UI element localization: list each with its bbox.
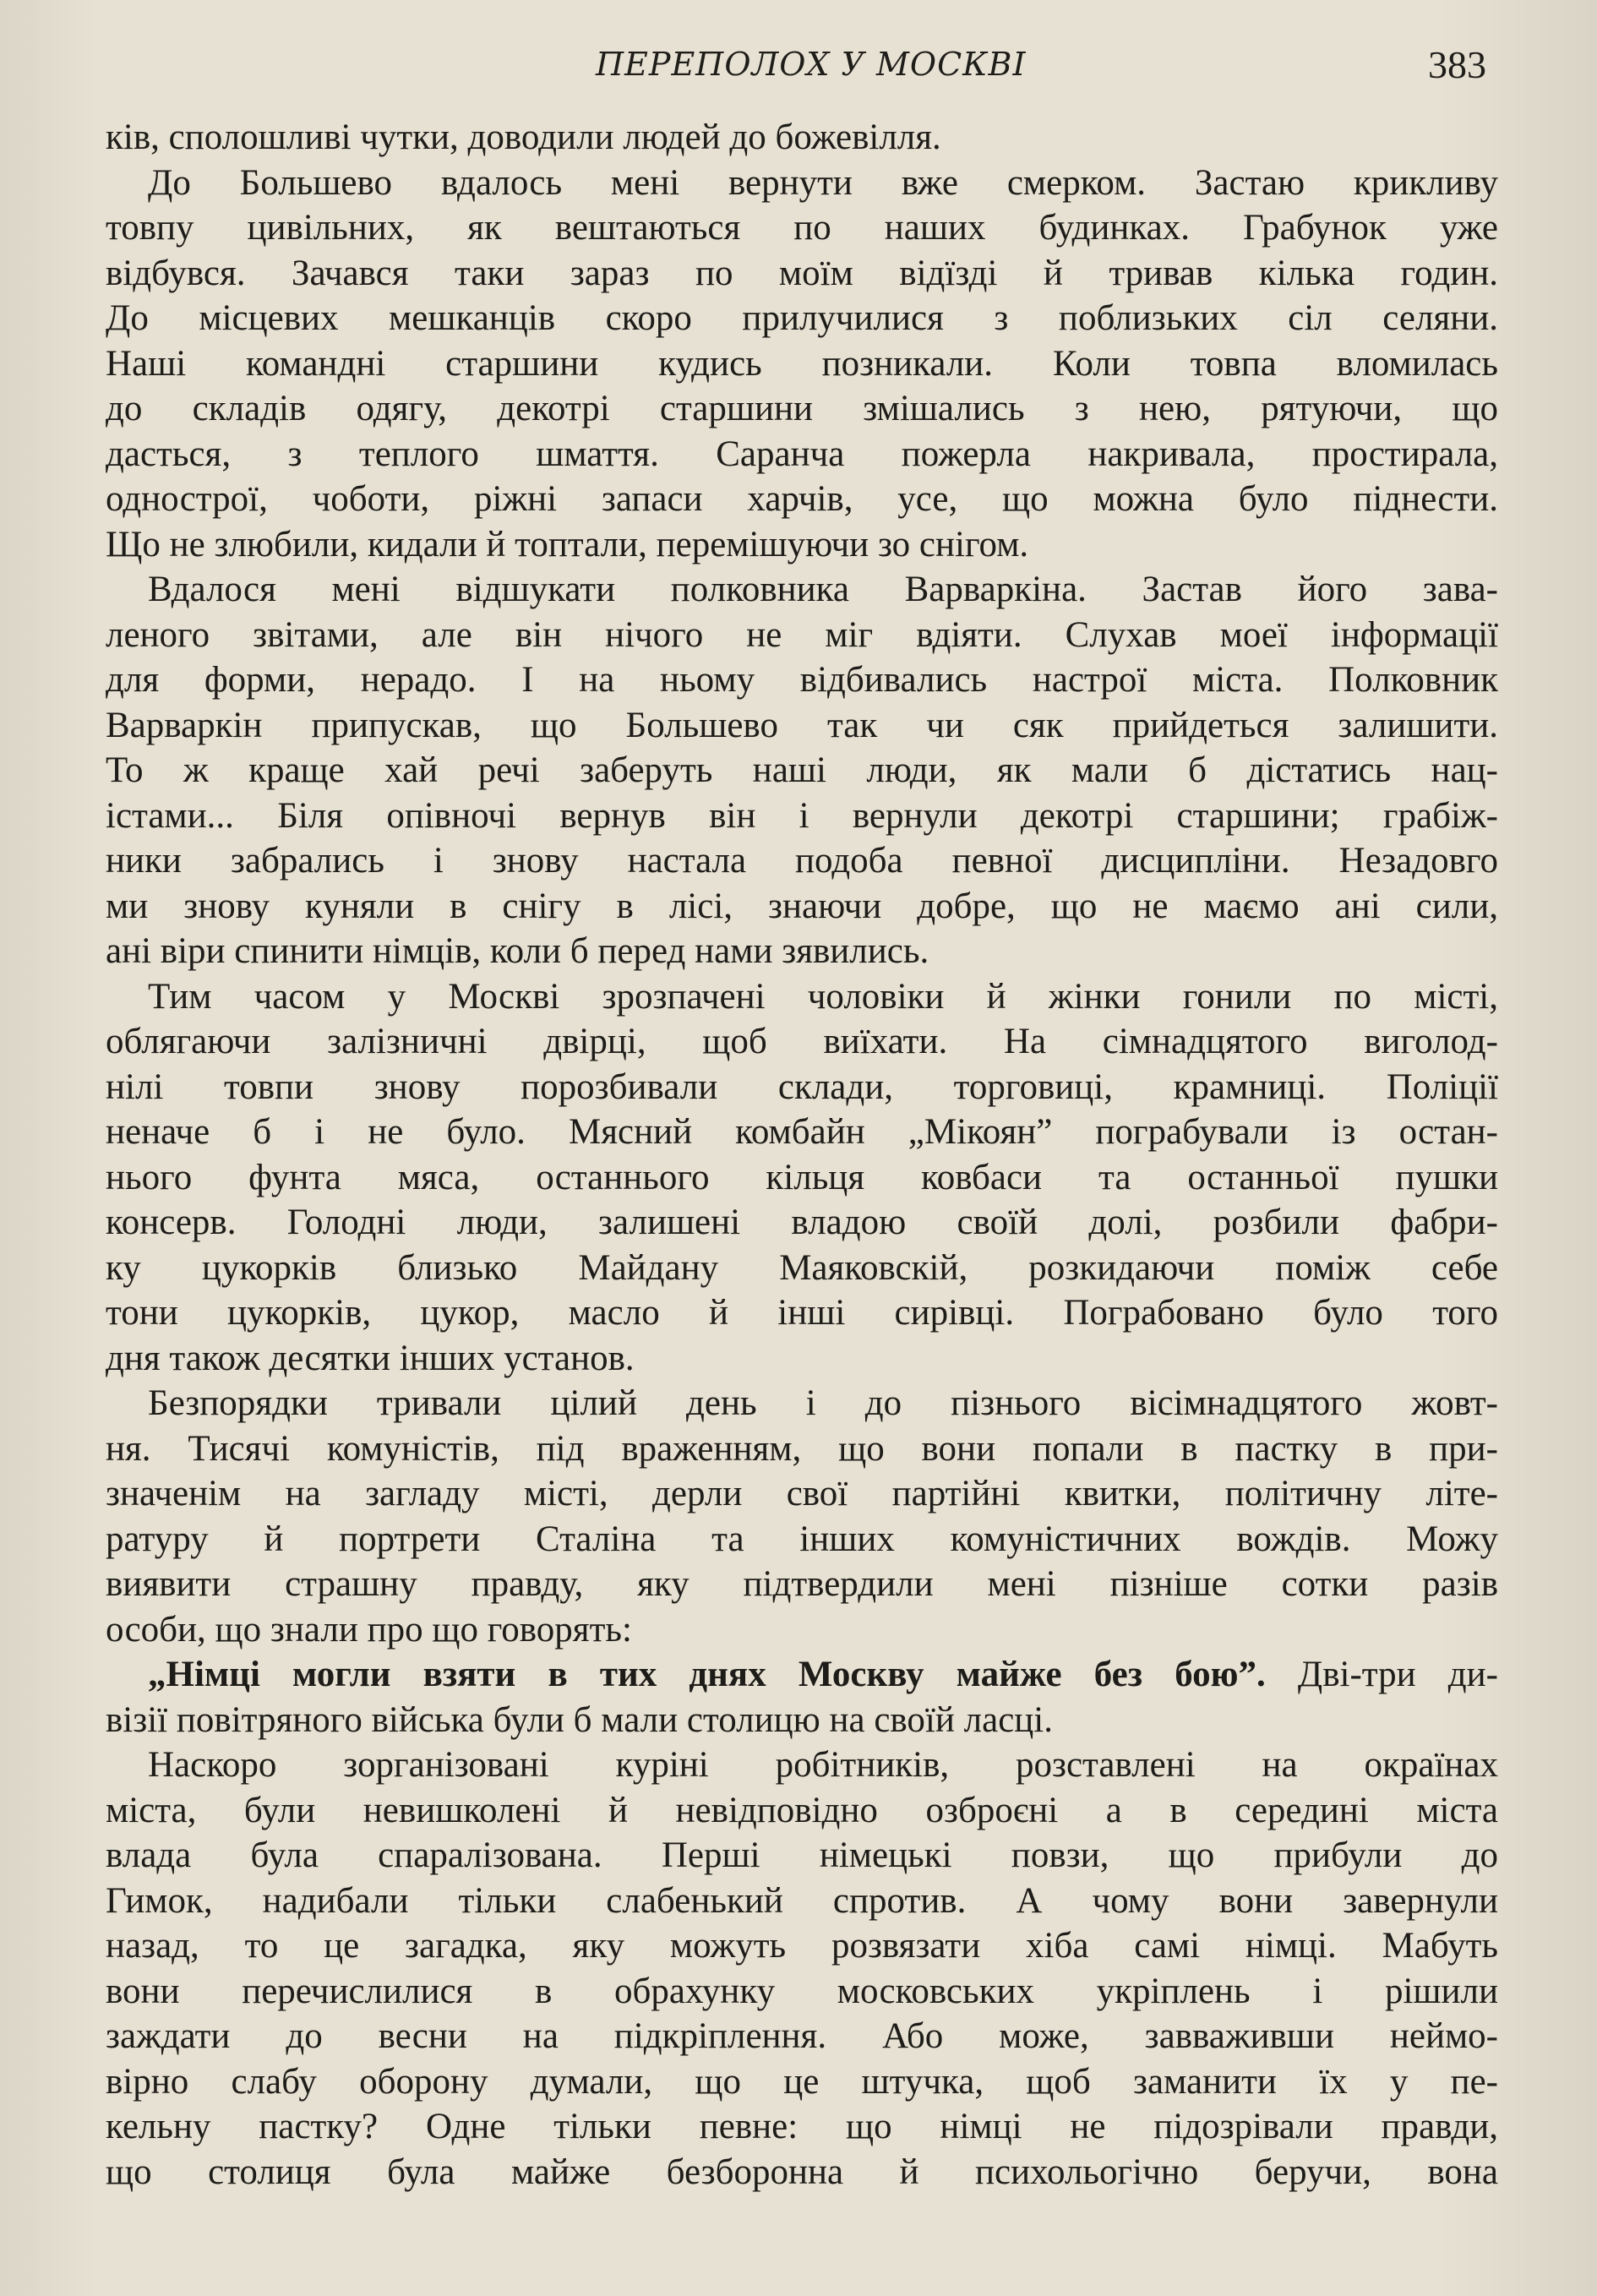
- text-line: ків, сполошливі чутки, доводили людей до божевілля.: [106, 117, 941, 157]
- text-line: ратуру й портрети Сталіна та інших комуністичних вождів. Можу: [106, 1519, 1498, 1559]
- text-line: тони цукорків, цукор, масло й інші сирівці. Пограбовано було того: [106, 1293, 1498, 1333]
- text-line: Безпорядки тривали цілий день і до пізнього вісімнадцятого жовт-: [148, 1383, 1498, 1423]
- text-line: Вдалося мені відшукати полковника Варваркіна. Застав його зава-: [148, 570, 1498, 609]
- text-line: для форми, нерадо. І на ньому відбивались настрої міста. Полковник: [106, 660, 1498, 700]
- text-line: дня також десятки інших установ.: [106, 1338, 635, 1378]
- text-line: заждати до весни на підкріплення. Або може, завваживши неймо-: [106, 2016, 1498, 2056]
- text-line: ми знову куняли в снігу в лісі, знаючи добре, що не маємо ані сили,: [106, 886, 1498, 926]
- text-line: нілі товпи знову порозбивали склади, торговиці, крамниці. Поліції: [106, 1066, 1498, 1107]
- text-line: відбувся. Зачався таки зараз по моїм відїзді й тривав кілька годин.: [106, 253, 1498, 293]
- text-line: Варваркін припускав, що Большево так чи сяк прийдеться залишити.: [106, 705, 1498, 745]
- text-line: Наші командні старшини кудись позникали. Коли товпа вломилась: [106, 343, 1498, 384]
- text-line: [106, 1652, 1498, 1698]
- running-head: ПЕРЕПОЛОХ У МОСКВІ: [596, 46, 1027, 83]
- text-line: нього фунта мяса, останнього кільця ковбаси та останньої пушки: [106, 1157, 1498, 1197]
- text-line: вони перечислилися в обрахунку московських укріплень і рішили: [106, 1971, 1498, 2011]
- text-line: товпу цивільних, як вештаються по наших будинках. Грабунок уже: [106, 208, 1498, 248]
- text-line: міста, були невишколені й невідповідно озброєні а в середині міста: [106, 1790, 1498, 1830]
- text-line: неначе б і не було. Мясний комбайн „Мікоян” пограбували із остан-: [106, 1112, 1498, 1152]
- text-line: назад, то це загадка, яку можуть розвязати хіба самі німці. Мабуть: [106, 1926, 1498, 1966]
- text-line: одностроï, чоботи, ріжні запаси харчів, усе, що можна було піднести.: [106, 479, 1498, 519]
- text-line: Що не злюбили, кидали й топтали, перемішуючи зо снігом.: [106, 524, 1029, 564]
- text-line: особи, що знали про що говорять:: [106, 1609, 632, 1650]
- text-line: влада була спаралізована. Перші німецькі повзи, що прибули до: [106, 1835, 1498, 1875]
- text-line: що столиця була майже безборонна й психольогічно беручи, вона: [106, 2151, 1498, 2192]
- text-line: значенім на загладу місті, дерли свої партійні квитки, політичну літе-: [106, 1474, 1498, 1513]
- text-line: Тим часом у Москві зрозпачені чоловіки й жінки гонили по місті,: [148, 976, 1498, 1017]
- text-line: То ж краще хай речі заберуть наші люди, як мали б дістатись нац-: [106, 750, 1498, 790]
- text-line: дасться, з теплого шмаття. Саранча пожерла накривала, простирала,: [106, 434, 1498, 474]
- line-text: Дві-три ди-: [1265, 1655, 1498, 1694]
- text-line: ники забрались і знову настала подоба певної дисципліни. Незадовго: [106, 841, 1498, 881]
- page-number: 383: [1428, 43, 1486, 86]
- text-line: леного звітами, але він нічого не міг вдіяти. Слухав моеї інформації: [106, 614, 1498, 655]
- text-line: вірно слабу оборону думали, що це штучка, щоб заманити їх у пе-: [106, 2061, 1498, 2102]
- text-line: візії повітряного війська були б мали столицю на своїй ласці.: [106, 1699, 1053, 1740]
- text-line: ані віри спинити німців, коли б перед нами зявились.: [106, 931, 929, 971]
- text-line: Наскоро зорганізовані куріні робітників, розставлені на окраїнах: [148, 1745, 1498, 1785]
- text-line: виявити страшну правду, яку підтвердили мені пізніше сотки разів: [106, 1564, 1498, 1604]
- text-line: консерв. Голодні люди, залишені владою своїй долі, розбили фабри-: [106, 1203, 1498, 1242]
- text-line: кельну пастку? Одне тільки певне: що німці не підозрівали правди,: [106, 2107, 1498, 2146]
- text-line: облягаючи залізничні двірці, щоб виїхати. На сімнадцятого виголод-: [106, 1022, 1498, 1061]
- text-line: істами... Біля опівночі вернув він і вернули декотрі старшини; грабіж-: [106, 795, 1498, 836]
- bold-quote: „Німці могли взяти в тих днях Москву майже без бою”.: [148, 1655, 1266, 1694]
- text-line: До місцевих мешканців скоро прилучилися з поблизьких сіл селяни.: [106, 298, 1498, 338]
- body-text: [106, 115, 1498, 2195]
- text-line: До Большево вдалось мені вернути вже смерком. Застаю крикливу: [148, 162, 1498, 203]
- text-line: ку цукорків близько Майдану Маяковскій, розкидаючи поміж себе: [106, 1247, 1498, 1288]
- page-header: [0, 41, 1597, 100]
- text-line: до складів одягу, декотрі старшини змішались з нею, рятуючи, що: [106, 389, 1498, 428]
- text-line: ня. Тисячі комуністів, під враженням, що вони попали в пастку в при-: [106, 1428, 1498, 1469]
- text-line: Гимок, надибали тільки слабенький спротив. А чому вони завернули: [106, 1880, 1498, 1921]
